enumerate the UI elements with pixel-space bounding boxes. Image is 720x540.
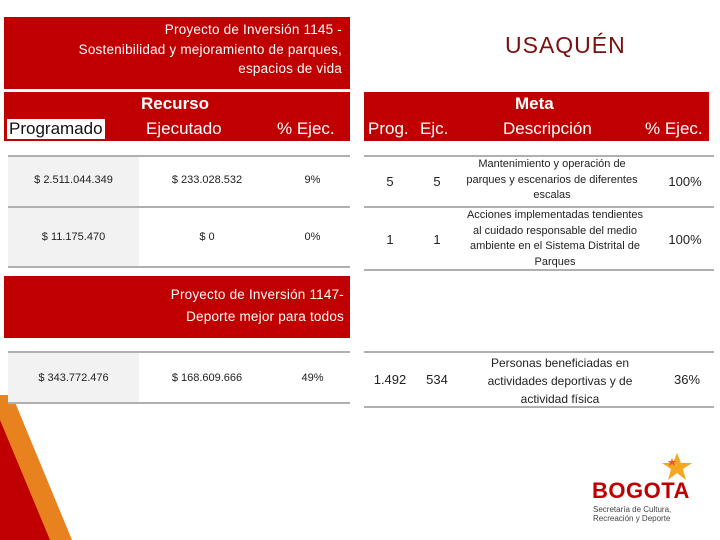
ejc-value: 1 [433, 232, 441, 247]
locality-title: USAQUÉN [505, 32, 626, 58]
ejecutado-header: Ejecutado [146, 119, 222, 138]
meta-description [465, 354, 655, 408]
programado-value: $ 11.175.470 [41, 231, 106, 243]
ejecutado-value: $ 0 [199, 231, 215, 243]
row-divider [8, 155, 350, 157]
descripcion-header: Descripción [503, 119, 592, 138]
meta-description [462, 157, 642, 204]
pct-value: 9% [304, 174, 321, 186]
description-line: al cuidado responsable del medio [473, 224, 637, 237]
meta-label: Meta [515, 94, 554, 113]
programado-value: $ 2.511.044.349 [34, 174, 113, 186]
row-divider [8, 402, 350, 404]
project-title-line: Proyecto de Inversión 1145 - [164, 22, 342, 37]
programado-value: $ 343.772.476 [38, 372, 109, 384]
prog-header: Prog. [368, 119, 409, 138]
pct-value: 49% [301, 372, 324, 384]
description-line: escalas [533, 189, 571, 201]
ejecutado-value: $ 233.028.532 [171, 174, 243, 186]
corner-decoration [0, 395, 80, 540]
pct-ejec-header: % Ejec. [277, 119, 335, 138]
description-line: parques y escenarios de diferentes [466, 173, 638, 186]
logo-subtitle: Recreación y Deporte [593, 514, 671, 523]
row-divider [364, 351, 714, 353]
ejecutado-value: $ 168.609.666 [171, 372, 243, 384]
ejc-value: 5 [433, 174, 441, 189]
description-line: Personas beneficiadas en [490, 356, 630, 370]
description-line: Mantenimiento y operación de [478, 158, 626, 170]
project-title-line: espacios de vida [238, 61, 342, 76]
recurso-label: Recurso [141, 94, 210, 113]
pct-value: 0% [304, 231, 321, 243]
description-line: ambiente en el Sistema Distrital de [470, 240, 640, 252]
ejc-value: 534 [426, 372, 448, 387]
description-line: Parques [534, 255, 576, 268]
prog-value: 1.492 [373, 372, 407, 387]
ejc-header: Ejc. [420, 119, 449, 138]
programado-column-bg [8, 156, 139, 266]
project-title-line: Deporte mejor para todos [186, 309, 344, 324]
project-1145-title [4, 17, 350, 89]
bogota-logo [592, 452, 702, 527]
project-title-line: Sostenibilidad y mejoramiento de parques, [78, 41, 342, 57]
logo-name: BOGOTA [592, 478, 690, 503]
prog-value: 1 [386, 232, 394, 247]
row-divider [8, 206, 350, 208]
project-title-line: Proyecto de Inversión 1147- [170, 287, 344, 302]
prog-value: 5 [386, 174, 394, 189]
logo-subtitle: Secretaría de Cultura, [593, 505, 672, 514]
meta-description [460, 208, 650, 270]
meta-pct-value: 100% [668, 174, 702, 189]
meta-pct-value: 36% [673, 372, 701, 387]
row-divider [8, 351, 350, 353]
meta-pct-ejec-header: % Ejec. [645, 119, 703, 138]
description-line: actividad física [520, 392, 600, 406]
meta-pct-value: 100% [668, 232, 702, 247]
row-divider [8, 266, 350, 268]
programado-header: Programado [9, 119, 103, 138]
description-line: Acciones implementadas tendientes [466, 209, 644, 221]
project-1147-title [4, 276, 350, 338]
description-line: actividades deportivas y de [487, 374, 633, 388]
